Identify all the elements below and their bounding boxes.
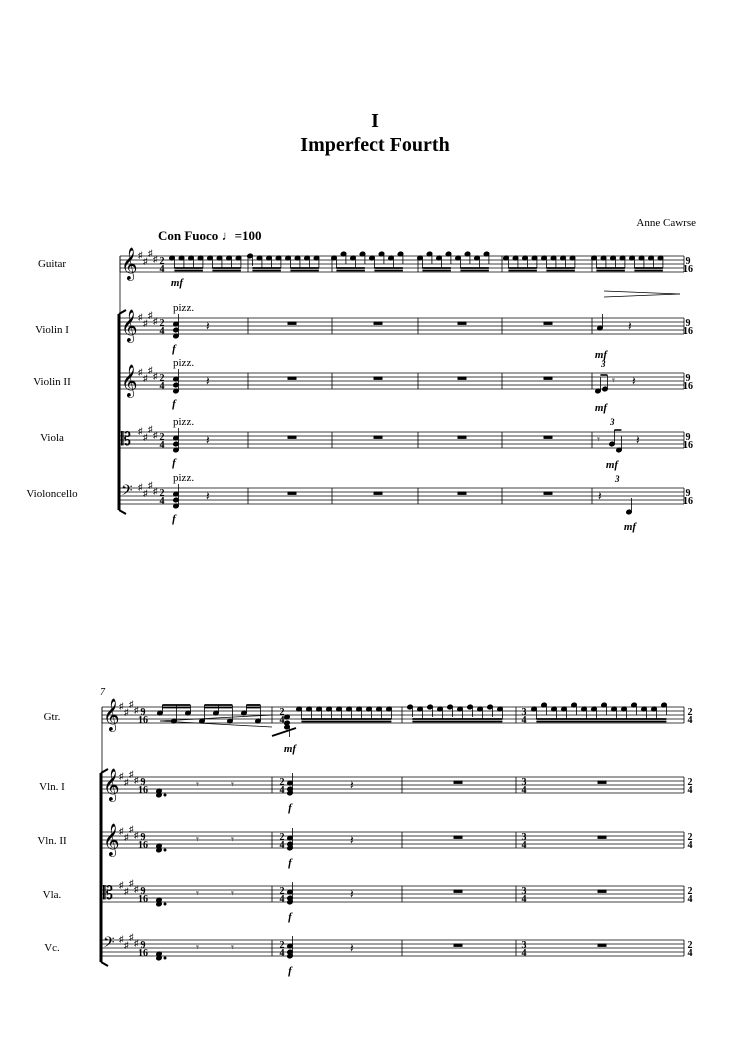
bracket-bottom xyxy=(101,962,108,966)
viola-time-change-den: 4 xyxy=(687,894,693,905)
treble-clef-icon: 𝄞 xyxy=(121,249,138,280)
cello-key-sharp: ♯ xyxy=(148,480,153,490)
tempo-text: Con Fuoco xyxy=(158,228,219,243)
violin-2-key-sharp: ♯ xyxy=(153,371,158,381)
violin-1-time-change-den: 16 xyxy=(683,326,693,337)
guitar-key-sharp: ♯ xyxy=(143,256,148,266)
eighth-rest: 𝄾 xyxy=(196,779,199,791)
viola-time-change-num: 2 xyxy=(687,886,693,897)
dynamic-f: f xyxy=(288,911,292,923)
cello-time-den: 4 xyxy=(159,496,165,507)
dynamic-f: f xyxy=(172,513,176,525)
violin-2-time-den: 16 xyxy=(138,840,148,851)
violin-1-time-den: 16 xyxy=(138,785,148,796)
quarter-rest: 𝄽 xyxy=(350,887,354,901)
dynamic-f: f xyxy=(172,398,176,410)
violin-1-key-sharp: ♯ xyxy=(143,318,148,328)
eighth-rest: 𝄾 xyxy=(196,942,199,954)
cello-time-num: 3 xyxy=(521,940,527,951)
augmentation-dot xyxy=(164,957,166,959)
viola-key-sharp: ♯ xyxy=(124,886,129,896)
guitar-time-change-den: 4 xyxy=(687,715,693,726)
treble-clef-icon: 𝄞 xyxy=(121,366,138,397)
guitar-time-num: 3 xyxy=(521,707,527,718)
violin-1-time-num: 2 xyxy=(159,318,165,329)
guitar-time-den: 4 xyxy=(279,715,285,726)
triplet-number: 3 xyxy=(601,359,606,369)
dynamic-mf: mf xyxy=(283,743,297,755)
violin-2-key-sharp: ♯ xyxy=(143,373,148,383)
eighth-rest: 𝄾 xyxy=(597,434,600,446)
violin-2-time-num: 9 xyxy=(140,832,146,843)
pizz-marking: pizz. xyxy=(173,302,195,314)
cello-key-sharp: ♯ xyxy=(119,934,124,944)
viola-time-den: 4 xyxy=(521,894,527,905)
viola-time-num: 2 xyxy=(159,432,165,443)
violin-2-time-change-num: 2 xyxy=(687,832,693,843)
eighth-rest: 𝄾 xyxy=(231,779,234,791)
violin-2-key-sharp: ♯ xyxy=(148,365,153,375)
violin-1-time-den: 4 xyxy=(521,785,527,796)
cello-time-den: 4 xyxy=(521,948,527,959)
triplet-number: 3 xyxy=(615,474,620,484)
viola-time-den: 4 xyxy=(159,440,165,451)
treble-clef-icon: 𝄞 xyxy=(103,825,120,856)
viola-key-sharp: ♯ xyxy=(148,424,153,434)
guitar-time-num: 2 xyxy=(159,256,165,267)
violin-1-time-change-num: 2 xyxy=(687,777,693,788)
quarter-rest: 𝄽 xyxy=(628,319,632,333)
instrument-label-cello-short: Vc. xyxy=(44,942,60,954)
viola-time-num: 2 xyxy=(279,886,285,897)
guitar-time-num: 9 xyxy=(140,707,146,718)
quarter-rest: 𝄽 xyxy=(598,489,602,503)
guitar-key-sharp: ♯ xyxy=(129,699,134,709)
viola-time-num: 3 xyxy=(521,886,527,897)
sixteenth-beam xyxy=(272,728,296,736)
pizz-marking: pizz. xyxy=(173,416,195,428)
eighth-rest: 𝄾 xyxy=(196,888,199,900)
quarter-rest: 𝄽 xyxy=(206,374,210,388)
violin-1-key-sharp: ♯ xyxy=(129,769,134,779)
guitar-key-sharp: ♯ xyxy=(148,248,153,258)
dynamic-mf: mf xyxy=(170,277,184,289)
dynamic-f: f xyxy=(288,965,292,977)
instrument-label-viola: Viola xyxy=(40,432,64,444)
cello-time-change-den: 4 xyxy=(687,948,693,959)
bass-clef-icon: 𝄢 xyxy=(121,482,133,502)
triplet-number: 3 xyxy=(610,417,615,427)
violin-1-key-sharp: ♯ xyxy=(148,310,153,320)
dynamic-mf: mf xyxy=(594,349,608,361)
guitar-key-sharp: ♯ xyxy=(124,707,129,717)
instrument-label-guitar: Guitar xyxy=(37,258,67,270)
cello-time-change-den: 16 xyxy=(683,496,693,507)
violin-2-key-sharp: ♯ xyxy=(129,824,134,834)
guitar-time-den: 4 xyxy=(159,264,165,275)
violin-2-time-num: 2 xyxy=(159,373,165,384)
violin-2-time-change-den: 16 xyxy=(683,381,693,392)
violin-1-time-den: 4 xyxy=(279,785,285,796)
viola-key-sharp: ♯ xyxy=(129,878,134,888)
violin-2-key-sharp: ♯ xyxy=(134,830,139,840)
viola-time-den: 4 xyxy=(279,894,285,905)
cello-key-sharp: ♯ xyxy=(153,486,158,496)
cello-key-sharp: ♯ xyxy=(129,932,134,942)
augmentation-dot xyxy=(164,903,166,905)
guitar-time-change-num: 2 xyxy=(687,707,693,718)
dynamic-mf: mf xyxy=(623,521,637,533)
decrescendo-hairpin xyxy=(604,294,680,297)
violin-2-key-sharp: ♯ xyxy=(124,832,129,842)
augmentation-dot xyxy=(164,794,166,796)
dynamic-f: f xyxy=(172,343,176,355)
cello-time-num: 9 xyxy=(140,940,146,951)
violin-2-time-den: 4 xyxy=(521,840,527,851)
cello-key-sharp: ♯ xyxy=(138,482,143,492)
guitar-time-change-num: 9 xyxy=(685,256,691,267)
quarter-rest: 𝄽 xyxy=(206,319,210,333)
viola-key-sharp: ♯ xyxy=(153,430,158,440)
dynamic-f: f xyxy=(288,857,292,869)
violin-2-time-change-den: 4 xyxy=(687,840,693,851)
viola-time-change-num: 9 xyxy=(685,432,691,443)
bass-clef-icon: 𝄢 xyxy=(103,934,115,954)
violin-1-key-sharp: ♯ xyxy=(119,771,124,781)
augmentation-dot xyxy=(164,849,166,851)
violin-2-key-sharp: ♯ xyxy=(119,826,124,836)
violin-1-time-change-num: 9 xyxy=(685,318,691,329)
guitar-time-den: 4 xyxy=(521,715,527,726)
instrument-label-cello: Violoncello xyxy=(26,488,78,500)
alto-clef-icon: 𝄡 xyxy=(121,429,132,449)
piece-title: Imperfect Fourth xyxy=(300,134,450,156)
instrument-label-guitar-short: Gtr. xyxy=(43,711,61,723)
instrument-label-violin-2: Violin II xyxy=(33,376,71,388)
violin-1-time-den: 4 xyxy=(159,326,165,337)
viola-time-change-den: 16 xyxy=(683,440,693,451)
cello-time-den: 16 xyxy=(138,948,148,959)
viola-key-sharp: ♯ xyxy=(138,426,143,436)
eighth-rest: 𝄾 xyxy=(196,834,199,846)
pizz-marking: pizz. xyxy=(173,357,195,369)
cello-time-change-num: 2 xyxy=(687,940,693,951)
guitar-key-sharp: ♯ xyxy=(138,250,143,260)
violin-1-key-sharp: ♯ xyxy=(134,775,139,785)
bracket-bottom xyxy=(119,510,126,514)
treble-clef-icon: 𝄞 xyxy=(103,700,120,731)
guitar-key-sharp: ♯ xyxy=(153,254,158,264)
cello-key-sharp: ♯ xyxy=(143,488,148,498)
violin-1-time-num: 9 xyxy=(140,777,146,788)
dynamic-f: f xyxy=(288,802,292,814)
cello-time-num: 2 xyxy=(279,940,285,951)
quarter-rest: 𝄽 xyxy=(636,433,640,447)
violin-1-time-num: 2 xyxy=(279,777,285,788)
violin-1-key-sharp: ♯ xyxy=(124,777,129,787)
guitar-time-num: 2 xyxy=(279,707,285,718)
alto-clef-icon: 𝄡 xyxy=(103,883,114,903)
dynamic-mf: mf xyxy=(594,402,608,414)
cello-time-num: 2 xyxy=(159,488,165,499)
violin-2-key-sharp: ♯ xyxy=(138,367,143,377)
violin-2-time-change-num: 9 xyxy=(685,373,691,384)
eighth-rest: 𝄾 xyxy=(231,834,234,846)
measure-number: 7 xyxy=(100,687,105,698)
quarter-rest: 𝄽 xyxy=(632,374,636,388)
viola-time-num: 9 xyxy=(140,886,146,897)
eighth-rest: 𝄾 xyxy=(231,942,234,954)
violin-1-key-sharp: ♯ xyxy=(153,316,158,326)
quarter-rest: 𝄽 xyxy=(206,489,210,503)
viola-key-sharp: ♯ xyxy=(143,432,148,442)
quarter-rest: 𝄽 xyxy=(350,778,354,792)
guitar-time-den: 16 xyxy=(138,715,148,726)
dynamic-mf: mf xyxy=(605,459,619,471)
eighth-rest: 𝄾 xyxy=(231,888,234,900)
viola-key-sharp: ♯ xyxy=(134,884,139,894)
violin-1-time-change-den: 4 xyxy=(687,785,693,796)
quarter-note-icon: ♩ xyxy=(221,228,235,243)
instrument-label-violin-1: Violin I xyxy=(35,324,69,336)
dynamic-f: f xyxy=(172,457,176,469)
cello-time-den: 4 xyxy=(279,948,285,959)
instrument-label-violin-1-short: Vln. I xyxy=(39,781,65,793)
violin-2-time-den: 4 xyxy=(159,381,165,392)
treble-clef-icon: 𝄞 xyxy=(121,311,138,342)
quarter-rest: 𝄽 xyxy=(350,941,354,955)
cello-time-change-num: 9 xyxy=(685,488,691,499)
tempo-value: =100 xyxy=(234,228,262,243)
composer-name: Anne Cawrse xyxy=(636,217,696,229)
treble-clef-icon: 𝄞 xyxy=(103,770,120,801)
quarter-rest: 𝄽 xyxy=(206,433,210,447)
guitar-time-change-den: 16 xyxy=(683,264,693,275)
violin-2-time-num: 3 xyxy=(521,832,527,843)
cello-key-sharp: ♯ xyxy=(134,938,139,948)
violin-2-time-den: 4 xyxy=(279,840,285,851)
pizz-marking: pizz. xyxy=(173,472,195,484)
quarter-rest: 𝄽 xyxy=(350,833,354,847)
guitar-key-sharp: ♯ xyxy=(134,705,139,715)
guitar-key-sharp: ♯ xyxy=(119,701,124,711)
instrument-label-violin-2-short: Vln. II xyxy=(37,835,67,847)
decrescendo-hairpin xyxy=(604,291,680,294)
violin-2-time-num: 2 xyxy=(279,832,285,843)
viola-time-den: 16 xyxy=(138,894,148,905)
viola-key-sharp: ♯ xyxy=(119,880,124,890)
cello-key-sharp: ♯ xyxy=(124,940,129,950)
violin-1-time-num: 3 xyxy=(521,777,527,788)
movement-number: I xyxy=(371,110,379,132)
eighth-rest: 𝄾 xyxy=(612,375,615,387)
violin-1-key-sharp: ♯ xyxy=(138,312,143,322)
instrument-label-viola-short: Vla. xyxy=(42,889,62,901)
